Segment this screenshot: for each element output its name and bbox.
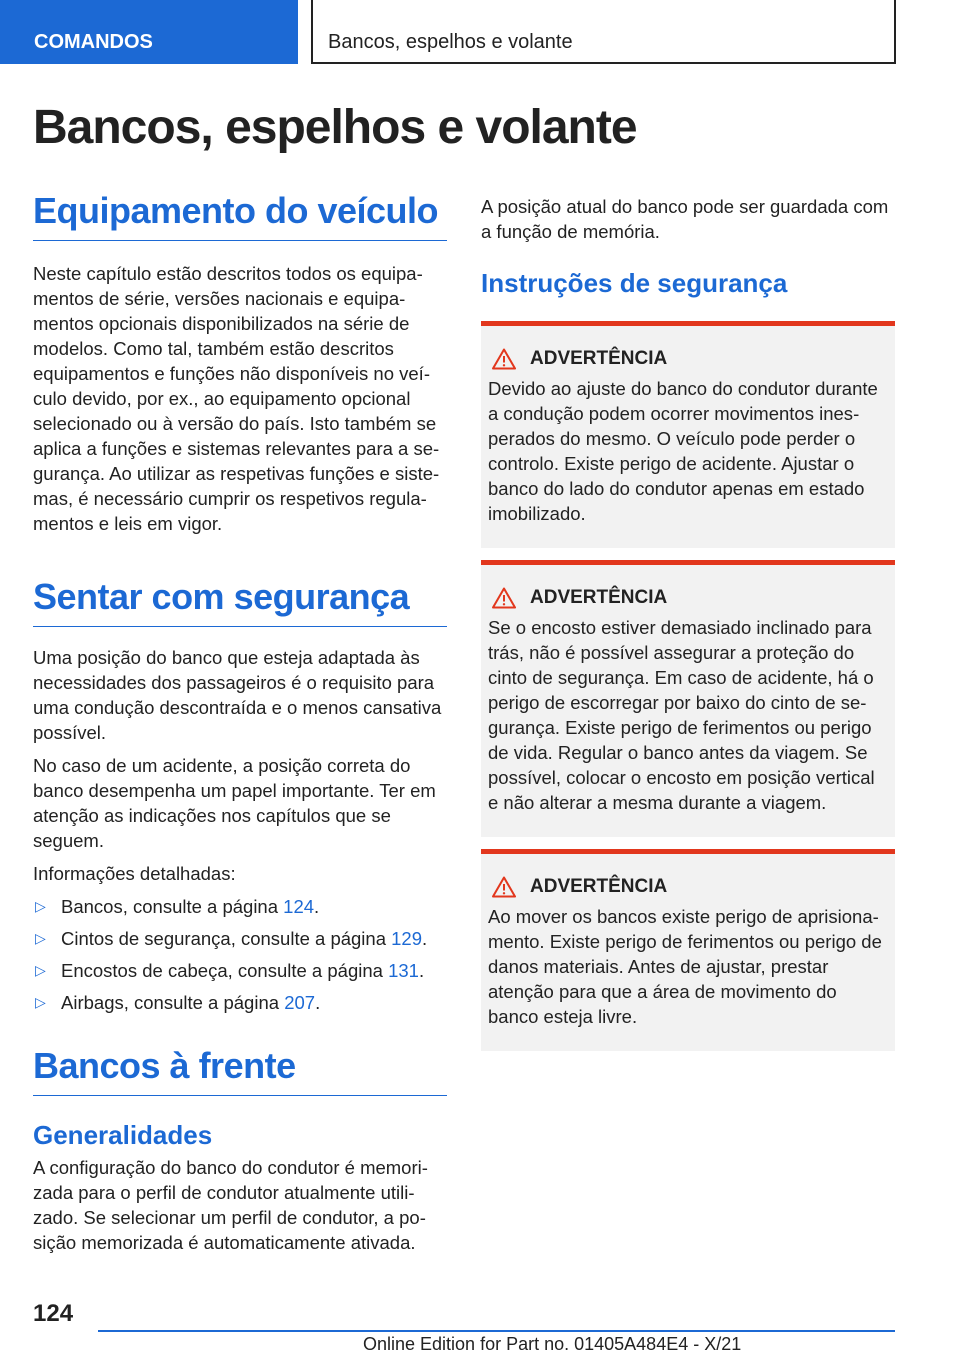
warning-text: Ao mover os bancos existe perigo de aprisionamento. Existe perigo de ferimentos ou perigo de danos materiais. Antes de ajustar, prestar atenção para que a área de movimento do banco esteja livre.: [488, 906, 882, 1027]
warning-title: ADVERTÊNCIA: [530, 876, 668, 897]
list-item: ▷ Encostos de cabeça, consulte a página 131.: [35, 960, 425, 981]
warning-triangle-icon: [492, 348, 516, 370]
paragraph-sentar-3: Informações detalhadas:: [33, 863, 236, 884]
heading-equipamento: Equipamento do veículo: [33, 190, 447, 241]
warning-triangle-icon: [492, 587, 516, 609]
left-column: [33, 190, 447, 1255]
warning-box: [481, 560, 895, 837]
breadcrumb: Bancos, espelhos e volante: [311, 0, 896, 64]
paragraph-generalidades: A configuração do banco do condutor é memorizada para o perfil de condutor atualmente utilizado. Se selecionar um perfil de condutor, a posição memorizada é automaticamente ativada.: [33, 1157, 428, 1253]
paragraph-equipamento: Neste capítulo estão descritos todos os equipamentos de série, versões nacionais e equipamentos opcionais disponibilizados na série de modelos. Como tal, também estão descritos equipamentos e funções não disponíveis no veículo devido, por ex., ao equipamento opcional selecionado ou à versão do país. Isto também se aplica a funções e sistemas relevantes para a segurança. Ao utilizar as respetivas funções e sistemas, é necessário cumprir os respetivos regulamentos e leis em vigor.: [33, 263, 440, 534]
warning-box: [481, 849, 895, 1051]
subheading-generalidades: Generalidades: [33, 1120, 213, 1150]
list-item: ▷ Airbags, consulte a página 207.: [35, 992, 321, 1013]
warning-text: Devido ao ajuste do banco do condutor durante a condução podem ocorrer movimentos inesperados do mesmo. O veículo pode perder o controlo. Existe perigo de acidente. Ajustar o banco do lado do condutor apenas em estado imobilizado.: [488, 378, 878, 524]
warning-title: ADVERTÊNCIA: [530, 348, 668, 369]
triangle-right-icon: ▷: [35, 930, 46, 946]
chapter-tab: COMANDOS: [0, 0, 298, 64]
page-title: Bancos, espelhos e volante: [33, 101, 637, 154]
reference-list: [33, 894, 447, 1015]
paragraph-memoria: A posição atual do banco pode ser guardada com a função de memória.: [481, 196, 889, 242]
paragraph-sentar-1: Uma posição do banco que esteja adaptada às necessidades dos passageiros é o requisito para uma condução descontraída e o menos cansativa possível.: [33, 647, 442, 743]
page-link-131[interactable]: 131: [388, 960, 419, 981]
page-number: 124: [33, 1300, 74, 1327]
warning-text: Se o encosto estiver demasiado inclinado para trás, não é possível assegurar a proteção do cinto de segurança. Em caso de acidente, há o perigo de escorregar por baixo do cinto de segurança. Existe perigo de ferimentos ou perigo de vida. Regular o banco antes da viagem. Se possível, colocar o encosto em posição vertical e não alterar a mesma durante a viagem.: [488, 617, 875, 813]
right-column: [481, 194, 895, 1051]
page-link-129[interactable]: 129: [391, 928, 423, 949]
footer-edition: Online Edition for Part no. 01405A484E4 - X/21: [363, 1334, 742, 1354]
heading-sentar: Sentar com segurança: [33, 576, 447, 627]
warning-title: ADVERTÊNCIA: [530, 587, 668, 608]
heading-bancos-frente: Bancos à frente: [33, 1045, 447, 1096]
page-link-207[interactable]: 207: [284, 992, 316, 1013]
list-item: ▷ Cintos de segurança, consulte a página 129.: [35, 928, 428, 949]
heading-instrucoes: Instruções de segurança: [481, 268, 788, 298]
warning-triangle-icon: [492, 876, 516, 898]
page-link-124[interactable]: 124: [283, 896, 315, 917]
triangle-right-icon: ▷: [35, 898, 46, 914]
paragraph-sentar-2: No caso de um acidente, a posição correta do banco desempenha um papel importante. Ter em atenção as indicações nos capítulos que se seguem.: [33, 755, 436, 851]
list-item: ▷ Bancos, consulte a página 124.: [35, 896, 320, 917]
warning-box: [481, 321, 895, 548]
footer-divider: [98, 1330, 895, 1332]
triangle-right-icon: ▷: [35, 994, 46, 1010]
triangle-right-icon: ▷: [35, 962, 46, 978]
